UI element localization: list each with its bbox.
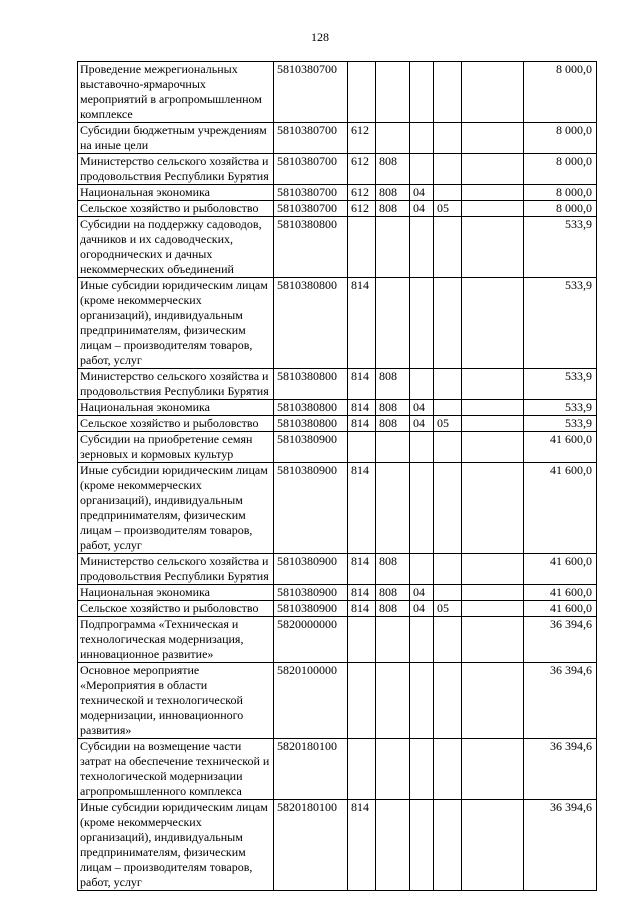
amount-cell: 533,9 (524, 400, 597, 416)
expense-type-cell: 612 (348, 201, 376, 217)
table-row (78, 463, 597, 554)
subsection-cell: 05 (434, 416, 462, 432)
empty-cell (462, 185, 524, 201)
ministry-code-cell (376, 123, 410, 154)
ministry-code-cell (376, 278, 410, 369)
target-article-cell: 5810380800 (274, 400, 348, 416)
ministry-code-cell: 808 (376, 185, 410, 201)
row-name-cell: Национальная экономика (78, 400, 274, 416)
section-cell (410, 217, 434, 278)
expense-type-cell (348, 432, 376, 463)
expense-type-cell (348, 617, 376, 663)
section-cell (410, 739, 434, 800)
amount-cell: 41 600,0 (524, 585, 597, 601)
table-row (78, 416, 597, 432)
ministry-code-cell (376, 432, 410, 463)
row-name-cell: Подпрограмма «Техническая и технологическая модернизация, инновационное развитие» (78, 617, 274, 663)
subsection-cell (434, 62, 462, 123)
expense-type-cell: 612 (348, 185, 376, 201)
ministry-code-cell: 808 (376, 554, 410, 585)
ministry-code-cell (376, 62, 410, 123)
expense-type-cell (348, 217, 376, 278)
expense-type-cell: 814 (348, 369, 376, 400)
amount-cell: 8 000,0 (524, 123, 597, 154)
amount-cell: 8 000,0 (524, 201, 597, 217)
table-row (78, 432, 597, 463)
empty-cell (462, 154, 524, 185)
ministry-code-cell: 808 (376, 369, 410, 400)
subsection-cell (434, 432, 462, 463)
section-cell: 04 (410, 185, 434, 201)
table-row (78, 123, 597, 154)
amount-cell: 41 600,0 (524, 463, 597, 554)
empty-cell (462, 62, 524, 123)
ministry-code-cell (376, 617, 410, 663)
empty-cell (462, 463, 524, 554)
target-article-cell: 5810380700 (274, 62, 348, 123)
target-article-cell: 5820100000 (274, 663, 348, 739)
empty-cell (462, 601, 524, 617)
amount-cell: 36 394,6 (524, 800, 597, 891)
section-cell (410, 369, 434, 400)
target-article-cell: 5810380900 (274, 554, 348, 585)
amount-cell: 533,9 (524, 416, 597, 432)
ministry-code-cell: 808 (376, 585, 410, 601)
empty-cell (462, 432, 524, 463)
empty-cell (462, 400, 524, 416)
empty-cell (462, 369, 524, 400)
empty-cell (462, 554, 524, 585)
ministry-code-cell (376, 800, 410, 891)
subsection-cell (434, 400, 462, 416)
row-name-cell: Иные субсидии юридическим лицам (кроме некоммерческих организаций), индивидуальным предпринимателям, физическим лицам – производителям товаров, работ, услуг (78, 463, 274, 554)
expense-type-cell: 814 (348, 585, 376, 601)
expense-type-cell: 814 (348, 601, 376, 617)
table-row (78, 400, 597, 416)
section-cell (410, 800, 434, 891)
amount-cell: 36 394,6 (524, 739, 597, 800)
section-cell (410, 278, 434, 369)
row-name-cell: Сельское хозяйство и рыболовство (78, 601, 274, 617)
table-row (78, 201, 597, 217)
ministry-code-cell: 808 (376, 400, 410, 416)
budget-table (77, 61, 597, 891)
section-cell: 04 (410, 201, 434, 217)
row-name-cell: Министерство сельского хозяйства и продовольствия Республики Бурятия (78, 369, 274, 400)
subsection-cell (434, 617, 462, 663)
target-article-cell: 5810380700 (274, 154, 348, 185)
row-name-cell: Национальная экономика (78, 585, 274, 601)
target-article-cell: 5810380900 (274, 585, 348, 601)
table-row (78, 278, 597, 369)
target-article-cell: 5810380900 (274, 601, 348, 617)
ministry-code-cell (376, 663, 410, 739)
ministry-code-cell: 808 (376, 601, 410, 617)
empty-cell (462, 739, 524, 800)
expense-type-cell: 814 (348, 416, 376, 432)
row-name-cell: Иные субсидии юридическим лицам (кроме некоммерческих организаций), индивидуальным предпринимателям, физическим лицам – производителям товаров, работ, услуг (78, 278, 274, 369)
expense-type-cell: 612 (348, 123, 376, 154)
row-name-cell: Субсидии на возмещение части затрат на обеспечение технической и технологической модернизации агропромышленного комплекса (78, 739, 274, 800)
table-row (78, 663, 597, 739)
row-name-cell: Основное мероприятие «Мероприятия в области технической и технологической модернизации, инновационного развития» (78, 663, 274, 739)
amount-cell: 533,9 (524, 369, 597, 400)
table-row (78, 554, 597, 585)
section-cell: 04 (410, 400, 434, 416)
target-article-cell: 5820180100 (274, 800, 348, 891)
subsection-cell (434, 739, 462, 800)
section-cell: 04 (410, 585, 434, 601)
subsection-cell (434, 154, 462, 185)
expense-type-cell: 612 (348, 154, 376, 185)
section-cell (410, 432, 434, 463)
row-name-cell: Субсидии на поддержку садоводов, дачников и их садоводческих, огороднических и дачных некоммерческих объединений (78, 217, 274, 278)
table-row (78, 800, 597, 891)
row-name-cell: Сельское хозяйство и рыболовство (78, 201, 274, 217)
target-article-cell: 5810380700 (274, 185, 348, 201)
row-name-cell: Министерство сельского хозяйства и продовольствия Республики Бурятия (78, 154, 274, 185)
table-row (78, 585, 597, 601)
row-name-cell: Субсидии бюджетным учреждениям на иные цели (78, 123, 274, 154)
target-article-cell: 5810380800 (274, 278, 348, 369)
section-cell (410, 463, 434, 554)
expense-type-cell: 814 (348, 463, 376, 554)
row-name-cell: Иные субсидии юридическим лицам (кроме некоммерческих организаций), индивидуальным предпринимателям, физическим лицам – производителям товаров, работ, услуг (78, 800, 274, 891)
ministry-code-cell: 808 (376, 154, 410, 185)
ministry-code-cell: 808 (376, 201, 410, 217)
expense-type-cell: 814 (348, 554, 376, 585)
target-article-cell: 5810380900 (274, 463, 348, 554)
target-article-cell: 5810380700 (274, 201, 348, 217)
empty-cell (462, 217, 524, 278)
target-article-cell: 5810380800 (274, 369, 348, 400)
target-article-cell: 5820000000 (274, 617, 348, 663)
empty-cell (462, 585, 524, 601)
subsection-cell (434, 278, 462, 369)
amount-cell: 41 600,0 (524, 601, 597, 617)
row-name-cell: Министерство сельского хозяйства и продовольствия Республики Бурятия (78, 554, 274, 585)
amount-cell: 533,9 (524, 278, 597, 369)
subsection-cell (434, 663, 462, 739)
empty-cell (462, 800, 524, 891)
table-row (78, 369, 597, 400)
section-cell (410, 663, 434, 739)
page-number: 128 (311, 30, 329, 44)
table-row (78, 154, 597, 185)
amount-cell: 41 600,0 (524, 432, 597, 463)
empty-cell (462, 663, 524, 739)
amount-cell: 533,9 (524, 217, 597, 278)
table-row (78, 601, 597, 617)
table-row (78, 217, 597, 278)
amount-cell: 8 000,0 (524, 62, 597, 123)
amount-cell: 36 394,6 (524, 663, 597, 739)
section-cell (410, 154, 434, 185)
section-cell: 04 (410, 416, 434, 432)
ministry-code-cell: 808 (376, 416, 410, 432)
table-row (78, 617, 597, 663)
section-cell (410, 62, 434, 123)
expense-type-cell: 814 (348, 278, 376, 369)
table-row (78, 185, 597, 201)
table-row (78, 739, 597, 800)
amount-cell: 8 000,0 (524, 154, 597, 185)
amount-cell: 36 394,6 (524, 617, 597, 663)
section-cell (410, 554, 434, 585)
expense-type-cell (348, 62, 376, 123)
amount-cell: 41 600,0 (524, 554, 597, 585)
subsection-cell (434, 554, 462, 585)
target-article-cell: 5810380800 (274, 217, 348, 278)
empty-cell (462, 278, 524, 369)
subsection-cell (434, 217, 462, 278)
expense-type-cell: 814 (348, 400, 376, 416)
row-name-cell: Проведение межрегиональных выставочно-ярмарочных мероприятий в агропромышленном комплексе (78, 62, 274, 123)
table-body (78, 62, 597, 891)
row-name-cell: Субсидии на приобретение семян зерновых и кормовых культур (78, 432, 274, 463)
target-article-cell: 5810380800 (274, 416, 348, 432)
ministry-code-cell (376, 463, 410, 554)
target-article-cell: 5820180100 (274, 739, 348, 800)
empty-cell (462, 416, 524, 432)
expense-type-cell: 814 (348, 800, 376, 891)
subsection-cell: 05 (434, 201, 462, 217)
target-article-cell: 5810380700 (274, 123, 348, 154)
subsection-cell (434, 800, 462, 891)
amount-cell: 8 000,0 (524, 185, 597, 201)
section-cell: 04 (410, 601, 434, 617)
subsection-cell (434, 585, 462, 601)
subsection-cell (434, 123, 462, 154)
subsection-cell (434, 369, 462, 400)
expense-type-cell (348, 663, 376, 739)
row-name-cell: Национальная экономика (78, 185, 274, 201)
subsection-cell (434, 463, 462, 554)
empty-cell (462, 123, 524, 154)
target-article-cell: 5810380900 (274, 432, 348, 463)
section-cell (410, 123, 434, 154)
expense-type-cell (348, 739, 376, 800)
ministry-code-cell (376, 217, 410, 278)
subsection-cell: 05 (434, 601, 462, 617)
section-cell (410, 617, 434, 663)
subsection-cell (434, 185, 462, 201)
row-name-cell: Сельское хозяйство и рыболовство (78, 416, 274, 432)
ministry-code-cell (376, 739, 410, 800)
table-row (78, 62, 597, 123)
empty-cell (462, 201, 524, 217)
empty-cell (462, 617, 524, 663)
